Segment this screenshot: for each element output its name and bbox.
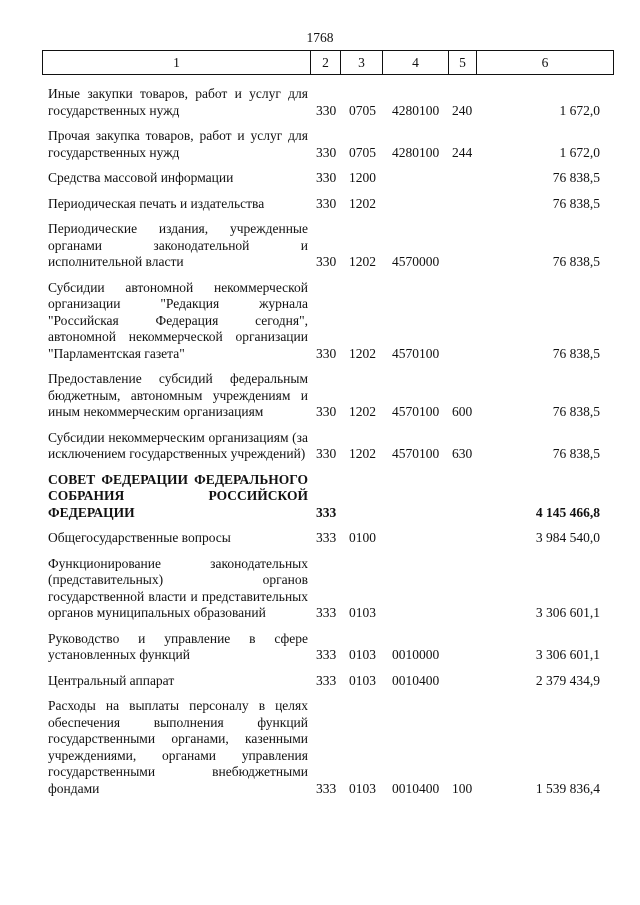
row-description: Центральный аппарат: [48, 672, 175, 688]
row-chapter-code: 330: [316, 195, 337, 211]
section-heading-row: [0, 472, 640, 522]
row-description: Расходы на выплаты персоналу в целях обеспечения выполнения функций государственными органами, казенными учреждениями, органами управления государственными внебюджетными фондами: [48, 698, 308, 796]
table-row: [0, 221, 640, 271]
table-row: [0, 280, 640, 363]
column-header-1: 1: [43, 51, 311, 75]
row-expense-type-code: 244: [452, 144, 473, 160]
row-amount: 76 838,5: [552, 195, 600, 211]
row-description: Общегосударственные вопросы: [48, 530, 231, 545]
column-header-2: 2: [311, 51, 341, 75]
table-row: [0, 128, 640, 161]
table-row: [0, 196, 640, 213]
row-description: Периодические издания, учрежденные органами законодательной и исполнительной власти: [48, 221, 308, 269]
row-amount: 3 306 601,1: [535, 605, 600, 620]
row-section-code: 0705: [349, 102, 376, 118]
row-chapter-code: 330: [316, 144, 337, 160]
table-row: [0, 170, 640, 187]
row-chapter-code: 330: [316, 446, 337, 461]
row-amount: 1 672,0: [559, 144, 600, 160]
row-amount: 3 306 601,1: [535, 647, 600, 662]
row-section-code: 0103: [349, 605, 376, 620]
column-header-6: 6: [477, 51, 614, 75]
row-target-article-code: 4280100: [392, 144, 440, 160]
row-expense-type-code: 240: [452, 102, 473, 118]
row-section-code: 1202: [349, 446, 376, 461]
row-target-article-code: 0010400: [392, 672, 440, 688]
row-chapter-code: 330: [316, 404, 337, 419]
row-chapter-code: 333: [316, 605, 337, 620]
row-chapter-code: 330: [316, 254, 337, 269]
row-section-code: 1202: [349, 404, 376, 419]
row-section-code: 0103: [349, 780, 376, 796]
table-row: [0, 86, 640, 119]
table-row: [0, 556, 640, 622]
row-section-code: 0103: [349, 672, 376, 688]
row-amount: 1 672,0: [559, 102, 600, 118]
budget-table-body: [0, 86, 640, 806]
row-amount: 76 838,5: [552, 254, 600, 269]
row-chapter-code: 333: [316, 780, 337, 796]
row-section-code: 0100: [349, 530, 376, 545]
row-description: Прочая закупка товаров, работ и услуг для государственных нужд: [48, 128, 308, 160]
row-amount: 3 984 540,0: [535, 530, 600, 545]
row-amount: 4 145 466,8: [535, 504, 600, 520]
row-target-article-code: 4570100: [392, 446, 440, 461]
column-header-3: 3: [341, 51, 383, 75]
row-description: СОВЕТ ФЕДЕРАЦИИ ФЕДЕРАЛЬНОГО СОБРАНИЯ РОССИЙСКОЙ ФЕДЕРАЦИИ: [48, 471, 308, 520]
table-row: [0, 698, 640, 797]
row-chapter-code: 333: [316, 530, 337, 545]
row-chapter-code: 330: [316, 102, 337, 118]
table-row: [0, 430, 640, 463]
table-row: [0, 371, 640, 421]
row-description: Субсидии автономной некоммерческой организации "Редакция журнала "Российская Федерация сегодня", автономной некоммерческой организации "Парламентская газета": [48, 279, 308, 361]
row-description: Субсидии некоммерческим организациям (за исключением государственных учреждений): [48, 429, 308, 461]
table-row: [0, 673, 640, 690]
row-section-code: 1202: [349, 254, 376, 269]
table-row: [0, 530, 640, 547]
row-chapter-code: 330: [316, 345, 337, 361]
row-section-code: 0705: [349, 144, 376, 160]
row-chapter-code: 333: [316, 647, 337, 662]
row-chapter-code: 330: [316, 170, 337, 185]
row-section-code: 1200: [349, 170, 376, 185]
row-amount: 76 838,5: [552, 446, 600, 461]
page-number: 1768: [306, 30, 334, 45]
row-amount: 76 838,5: [552, 345, 600, 361]
column-header-4: 4: [383, 51, 449, 75]
column-header-row: [43, 51, 614, 75]
row-section-code: 1202: [349, 345, 376, 361]
row-expense-type-code: 630: [452, 446, 473, 461]
row-chapter-code: 333: [316, 672, 337, 688]
row-amount: 76 838,5: [552, 404, 600, 419]
row-description: Средства массовой информации: [48, 170, 234, 185]
row-section-code: 1202: [349, 195, 376, 211]
row-expense-type-code: 100: [452, 780, 473, 796]
row-target-article-code: 4570100: [392, 345, 440, 361]
row-section-code: 0103: [349, 647, 376, 662]
row-target-article-code: 0010000: [392, 647, 440, 662]
row-chapter-code: 333: [316, 504, 337, 520]
row-target-article-code: 0010400: [392, 780, 440, 796]
row-target-article-code: 4570100: [392, 404, 440, 419]
row-description: Функционирование законодательных (представительных) органов государственной власти и представительных органов муниципальных образований: [48, 555, 308, 620]
row-expense-type-code: 600: [452, 404, 473, 419]
table-row: [0, 631, 640, 664]
row-description: Иные закупки товаров, работ и услуг для государственных нужд: [48, 86, 308, 118]
row-amount: 1 539 836,4: [535, 780, 600, 796]
row-description: Предоставление субсидий федеральным бюджетным, автономным учреждениям и иным некоммерческим организациям: [48, 371, 308, 419]
column-header-5: 5: [449, 51, 477, 75]
column-header-table: [42, 50, 614, 75]
row-description: Руководство и управление в сфере установленных функций: [48, 630, 308, 662]
row-target-article-code: 4570000: [392, 254, 440, 269]
row-description: Периодическая печать и издательства: [48, 195, 265, 211]
row-amount: 2 379 434,9: [535, 672, 600, 688]
row-target-article-code: 4280100: [392, 102, 440, 118]
row-amount: 76 838,5: [552, 170, 600, 185]
